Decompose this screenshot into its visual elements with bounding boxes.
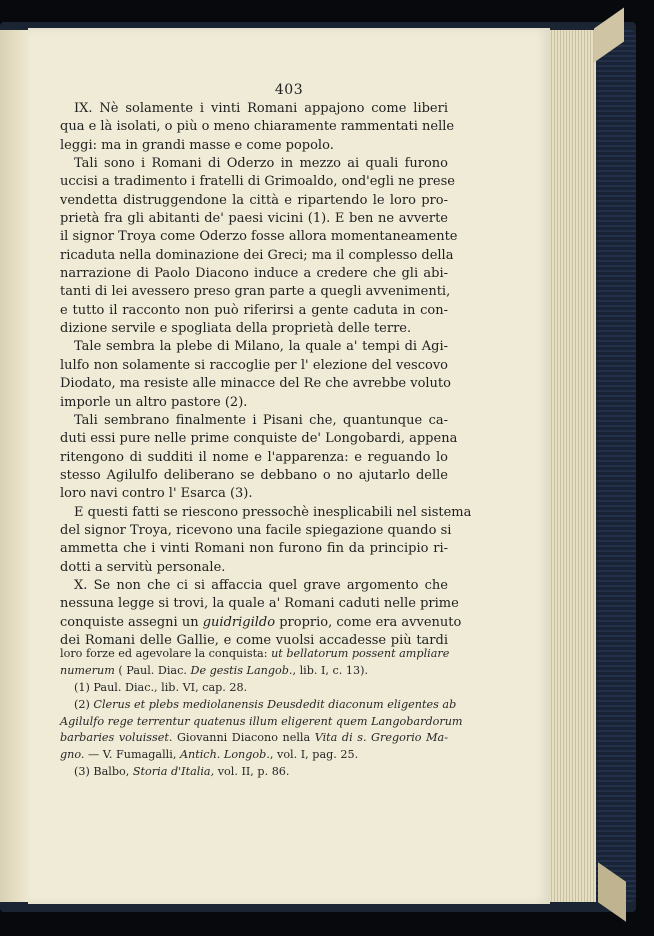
text-line: imporle un altro pastore (2). (60, 394, 248, 410)
footnote-text: , vol. I, pag. 25. (269, 748, 359, 762)
footnote-1: (1) Paul. Diac., lib. VI, cap. 28. (74, 680, 248, 694)
text-line: Tale sembra la plebe di Milano, la quale a' tempi di Agi- (74, 339, 448, 355)
footnote-text: Giovanni Diacono nella (177, 731, 311, 745)
text-line: ritengono di sudditi il nome e l'apparenza: e reguando lo (60, 449, 448, 465)
footnote-italic: De gestis Langob. (190, 663, 293, 677)
text-line: qua e là isolati, o più o meno chiaramente rammentati nelle (60, 119, 455, 135)
footnote-italic: gno. (60, 748, 85, 762)
footnote-italic: barbaries voluisset. (60, 731, 173, 745)
cover-edge (596, 30, 636, 902)
footnote-line (60, 747, 448, 764)
page-number: 403 (274, 82, 304, 98)
text-line: loro navi contro l' Esarca (3). (60, 486, 253, 502)
footnote-text: , lib. I, c. 13). (292, 663, 369, 677)
footnote-italic: Antich. Longob. (179, 748, 270, 762)
text-run: proprio, come era avvenuto (279, 614, 462, 630)
body-text (60, 100, 472, 650)
text-line: IX. Nè solamente i vinti Romani appajono come liberi (74, 101, 448, 116)
text-line: e tutto il racconto non può riferirsi a gente caduta in con- (60, 302, 448, 318)
text-line: uccisi a tradimento i fratelli di Grimoaldo, ond'egli ne prese (60, 174, 455, 190)
italic-term: guidrigildo (202, 614, 276, 630)
footnote-text: (3) Balbo, (74, 765, 130, 779)
footnote-line (60, 646, 448, 663)
text-line: X. Se non che ci si affaccia quel grave argomento che (74, 577, 448, 593)
footnote-italic: Agilulfo rege terrentur quatenus illum eligerent quem Langobardorum (60, 714, 463, 728)
text-line: vendetta distruggendone la città e ripartendo le loro pro- (60, 192, 448, 208)
footnote-italic: Vita di s. Gregorio Ma- (314, 731, 448, 745)
text-line: ricaduta nella dominazione dei Greci; ma il complesso della (60, 247, 454, 263)
footnote-text: — V. Fumagalli, (88, 748, 177, 762)
page-stack-edge (548, 30, 596, 902)
text-line: dotti a servitù personale. (60, 559, 226, 575)
text-line: dizione servile e spogliata della proprietà delle terre. (60, 321, 412, 337)
footnote-line (60, 714, 463, 731)
text-line: stesso Agilulfo deliberano se debbano o no ajutarlo delle (60, 467, 448, 483)
footnote-2 (60, 697, 457, 714)
footnote-italic: Storia d'Italia, (132, 765, 215, 779)
text-line: tanti di lei avessero preso gran parte a quegli avvenimenti, (60, 284, 451, 300)
footnote-text: vol. II, p. 86. (217, 765, 290, 779)
footnote-text: ( Paul. Diac. (118, 663, 187, 677)
footnote-italic: numerum (60, 663, 115, 677)
text-line: E questi fatti se riescono pressochè inesplicabili nel sistema (74, 504, 472, 520)
footnote-line (60, 663, 448, 680)
text-line: Tali sembrano finalmente i Pisani che, quantunque ca- (74, 412, 448, 428)
footnote-italic: ut bellatorum possent ampliare (271, 647, 450, 660)
text-line: duti essi pure nelle prime conquiste de' Longobardi, appena (60, 431, 458, 447)
footnote-italic: Clerus et plebs mediolanensis Deusdedit diaconum eligentes ab (93, 697, 457, 711)
text-line: leggi: ma in grandi masse e come popolo. (60, 137, 334, 153)
text-line: il signor Troya come Oderzo fosse allora momentaneamente (60, 229, 458, 245)
footnote-3 (60, 764, 448, 781)
previous-page-edge (0, 30, 30, 902)
text-line: nessuna legge si trovi, la quale a' Romani caduti nelle prime (60, 596, 459, 612)
text-line: prietà fra gli abitanti de' paesi vicini (1). E ben ne avverte (60, 211, 448, 227)
text-line: ammetta che i vinti Romani non furono fin da principio ri- (60, 541, 448, 557)
text-line: Diodato, ma resiste alle minacce del Re che avrebbe voluto (60, 376, 451, 392)
text-line: Tali sono i Romani di Oderzo in mezzo ai quali furono (74, 156, 448, 172)
footnotes (60, 646, 463, 781)
text-line: dei Romani delle Gallie, e come vuolsi accadesse più tardi (60, 632, 448, 648)
footnote-line (60, 730, 448, 747)
text-line: del signor Troya, ricevono una facile spiegazione quando si (60, 522, 452, 538)
text-line (60, 614, 462, 632)
text-line: narrazione di Paolo Diacono induce a credere che gli abi- (60, 266, 448, 282)
footnote-marker: (2) (74, 697, 90, 711)
footnote-text: loro forze ed agevolare la conquista: (60, 647, 268, 660)
text-line: lulfo non solamente si raccoglie per l' elezione del vescovo (60, 357, 448, 373)
text-run: conquiste assegni un (60, 614, 199, 630)
